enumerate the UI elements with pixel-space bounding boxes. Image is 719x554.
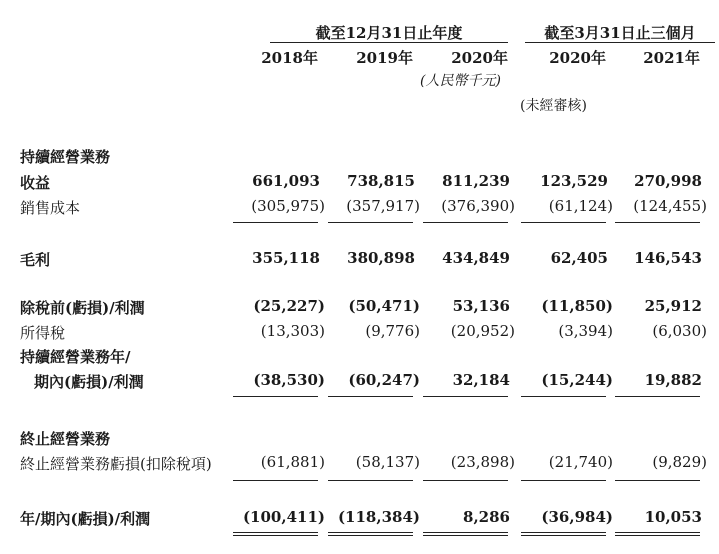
rule-cost-2020 xyxy=(423,222,508,223)
rule-cost-2020-q1 xyxy=(521,222,606,223)
gross-profit-2020-q1: 62,405 xyxy=(550,249,608,267)
tax-2020-q1: (3,394) xyxy=(558,322,613,340)
revenue-2020: 811,239 xyxy=(442,172,510,190)
label-cost-of-sales: 銷售成本 xyxy=(20,199,81,217)
label-profit-before-tax: 除稅前(虧損)/利潤 xyxy=(20,299,145,317)
double-rule-2020-q1 xyxy=(521,532,606,536)
discontinued-2020-q1: (21,740) xyxy=(548,453,613,471)
section-continuing-operations: 持續經營業務 xyxy=(20,148,111,166)
label-income-tax: 所得稅 xyxy=(20,324,66,342)
cost-of-sales-2019: (357,917) xyxy=(346,197,420,215)
double-rule-2021-q1 xyxy=(615,532,700,536)
gross-profit-2019: 380,898 xyxy=(347,249,415,267)
profit-2020: 8,286 xyxy=(463,508,510,526)
cost-of-sales-2020: (376,390) xyxy=(441,197,515,215)
unaudited-label: (未經審核) xyxy=(520,98,587,114)
continuing-profit-2019: (60,247) xyxy=(348,371,420,389)
cost-of-sales-2020-q1: (61,124) xyxy=(548,197,613,215)
continuing-profit-2018: (38,530) xyxy=(253,371,325,389)
group-underline-full-year xyxy=(270,42,508,43)
year-header-2020-q1: 2020年 xyxy=(549,49,606,67)
gross-profit-2020: 434,849 xyxy=(442,249,510,267)
rule-continuing-2020 xyxy=(423,396,508,397)
rule-cost-2019 xyxy=(328,222,413,223)
rule-discontinued-2020-q1 xyxy=(521,480,606,481)
profit-2019: (118,384) xyxy=(337,508,420,526)
double-rule-2019 xyxy=(328,532,413,536)
rule-continuing-2018 xyxy=(233,396,318,397)
label-continuing-profit-line2: 期內(虧損)/利潤 xyxy=(34,373,144,391)
rule-continuing-2021-q1 xyxy=(615,396,700,397)
revenue-2021-q1: 270,998 xyxy=(634,172,702,190)
profit-2020-q1: (36,984) xyxy=(541,508,613,526)
label-profit-for-period: 年/期內(虧損)/利潤 xyxy=(20,510,151,528)
unit-label: (人民幣千元) xyxy=(420,73,501,89)
revenue-2020-q1: 123,529 xyxy=(540,172,608,190)
section-discontinued-operations: 終止經營業務 xyxy=(20,430,111,448)
profit-2018: (100,411) xyxy=(242,508,325,526)
label-revenue: 收益 xyxy=(20,174,51,192)
discontinued-2019: (58,137) xyxy=(355,453,420,471)
profit-2021-q1: 10,053 xyxy=(644,508,702,526)
double-rule-2018 xyxy=(233,532,318,536)
rule-discontinued-2019 xyxy=(328,480,413,481)
group-header-three-months: 截至3月31日止三個月 xyxy=(544,24,696,42)
tax-2021-q1: (6,030) xyxy=(652,322,707,340)
tax-2020: (20,952) xyxy=(450,322,515,340)
rule-cost-2021-q1 xyxy=(615,222,700,223)
continuing-profit-2021-q1: 19,882 xyxy=(644,371,702,389)
rule-continuing-2020-q1 xyxy=(521,396,606,397)
label-continuing-profit-line1: 持續經營業務年/ xyxy=(20,348,131,366)
discontinued-2018: (61,881) xyxy=(260,453,325,471)
pbt-2021-q1: 25,912 xyxy=(644,297,702,315)
revenue-2018: 661,093 xyxy=(252,172,320,190)
rule-discontinued-2021-q1 xyxy=(615,480,700,481)
tax-2018: (13,303) xyxy=(260,322,325,340)
gross-profit-2021-q1: 146,543 xyxy=(634,249,702,267)
continuing-profit-2020-q1: (15,244) xyxy=(541,371,613,389)
year-header-2019: 2019年 xyxy=(356,49,413,67)
pbt-2018: (25,227) xyxy=(253,297,325,315)
cost-of-sales-2021-q1: (124,455) xyxy=(633,197,707,215)
discontinued-2021-q1: (9,829) xyxy=(652,453,707,471)
rule-continuing-2019 xyxy=(328,396,413,397)
double-rule-2020 xyxy=(423,532,508,536)
label-gross-profit: 毛利 xyxy=(20,251,51,269)
rule-discontinued-2018 xyxy=(233,480,318,481)
group-underline-three-months xyxy=(525,42,715,43)
label-discontinued-loss: 終止經營業務虧損(扣除稅項) xyxy=(20,455,212,473)
tax-2019: (9,776) xyxy=(365,322,420,340)
group-header-full-year: 截至12月31日止年度 xyxy=(315,24,463,42)
revenue-2019: 738,815 xyxy=(347,172,415,190)
pbt-2019: (50,471) xyxy=(348,297,420,315)
rule-discontinued-2020 xyxy=(423,480,508,481)
pbt-2020-q1: (11,850) xyxy=(541,297,613,315)
discontinued-2020: (23,898) xyxy=(450,453,515,471)
year-header-2020: 2020年 xyxy=(451,49,508,67)
gross-profit-2018: 355,118 xyxy=(252,249,320,267)
year-header-2018: 2018年 xyxy=(261,49,318,67)
cost-of-sales-2018: (305,975) xyxy=(251,197,325,215)
year-header-2021-q1: 2021年 xyxy=(643,49,700,67)
continuing-profit-2020: 32,184 xyxy=(452,371,510,389)
pbt-2020: 53,136 xyxy=(452,297,510,315)
rule-cost-2018 xyxy=(233,222,318,223)
